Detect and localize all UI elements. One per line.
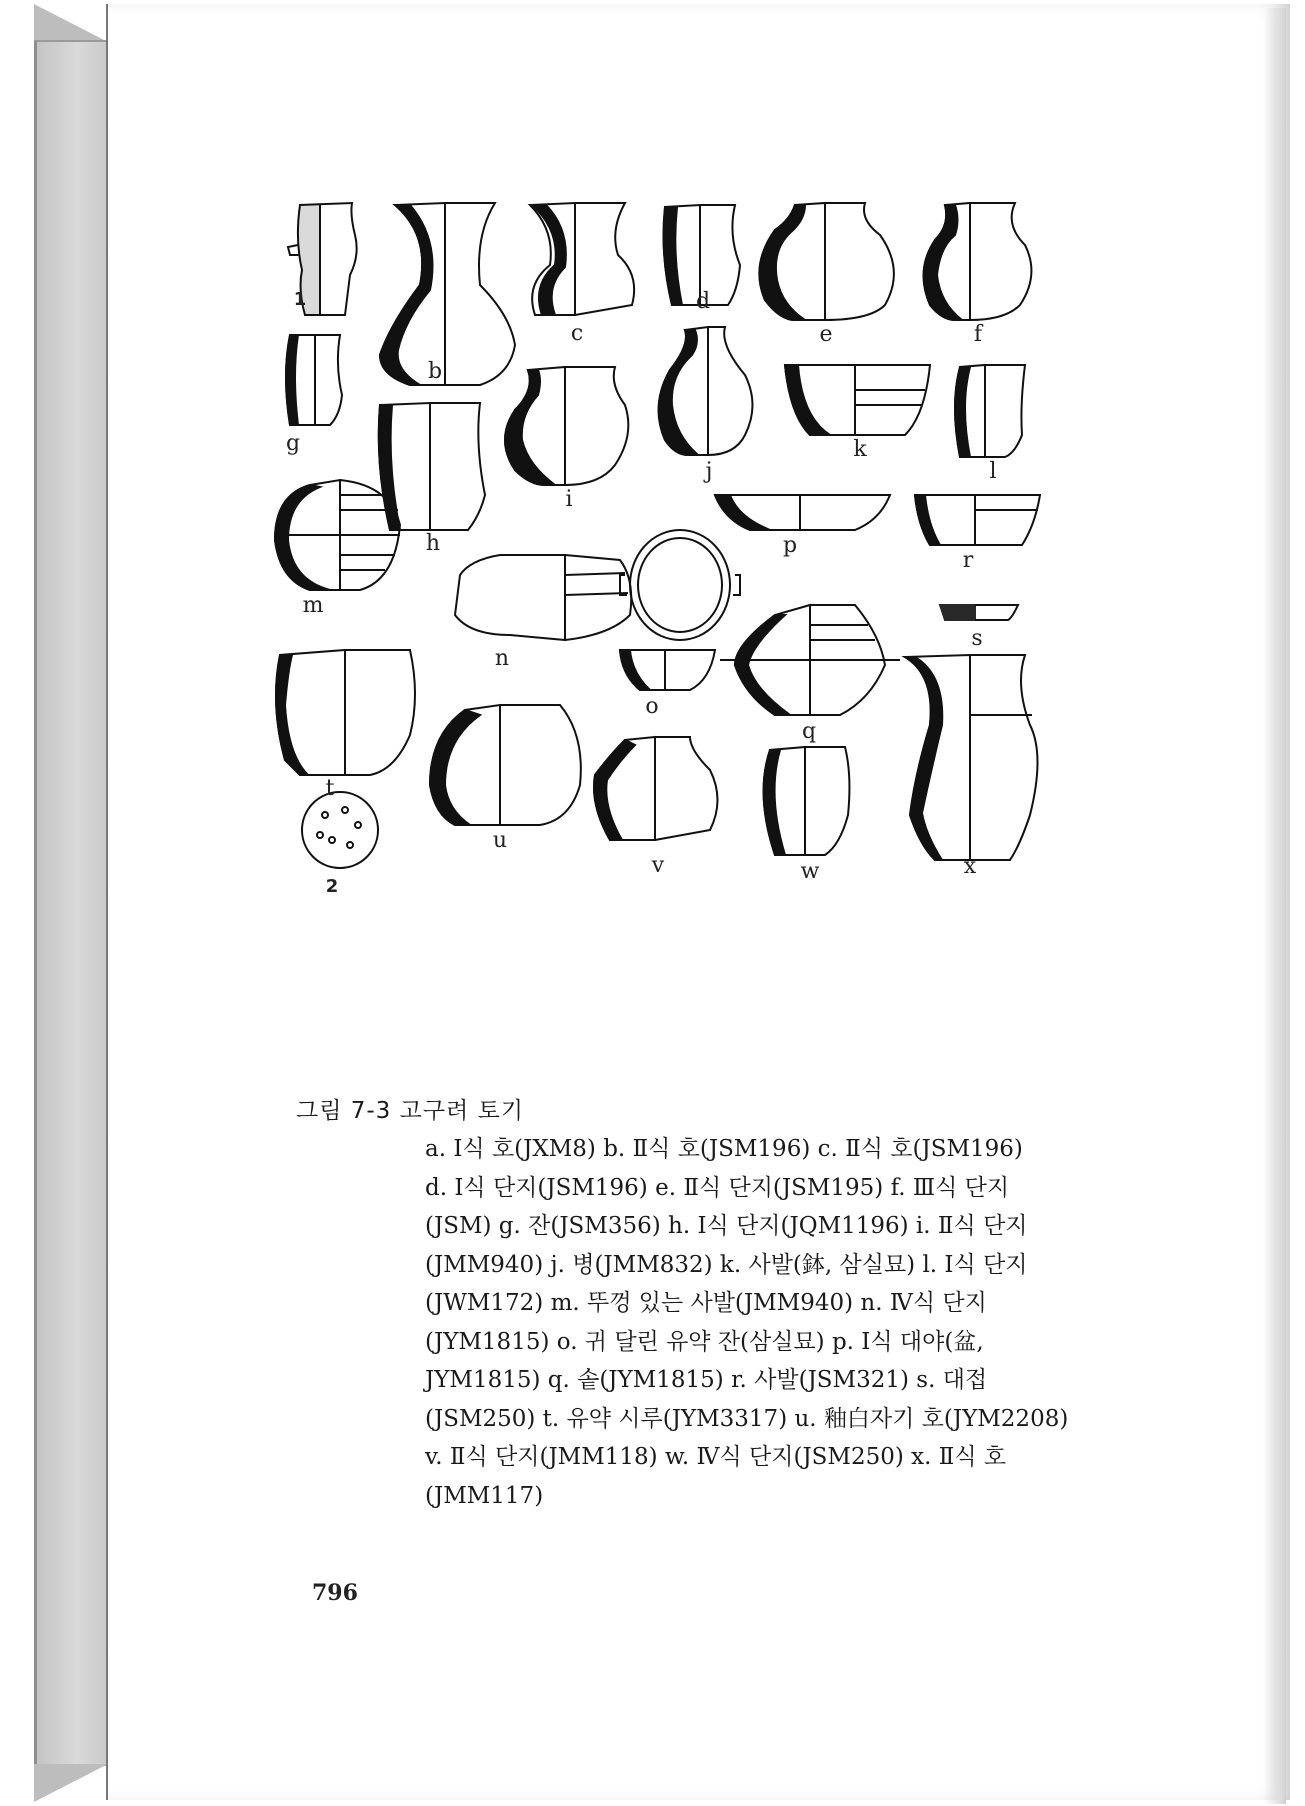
vessel-e [759,203,894,320]
label-g: g [285,431,301,456]
caption-line: (JSM250) t. 유약 시루(JYM3317) u. 釉白자기 호(JYM2208) [425,1405,1069,1432]
vessel-f [924,203,1032,320]
label-t: t [325,776,335,801]
label-w: w [800,859,820,884]
caption-line: JYM1815) q. 솥(JYM1815) r. 사발(JSM321) s. 대접 [425,1367,988,1393]
vessel-b [380,203,515,385]
caption-line: (JSM) g. 잔(JSM356) h. Ⅰ식 단지(JQM1196) i. Ⅱ식 단지 [425,1213,1028,1239]
vessel-i [505,367,628,485]
label-n: n [494,646,510,671]
vessel-r [915,495,1040,545]
label-j: j [705,459,713,484]
vessel-x [905,655,1038,860]
page-edge-shadow [1264,8,1286,1804]
label-p: p [782,533,798,558]
pottery-drawings [270,195,1190,1035]
vessel-m [275,480,400,590]
vessel-s [940,605,1018,620]
caption-title: 그림 7-3 고구려 토기 [296,1098,525,1124]
vessel-o [620,530,740,690]
label-m: m [302,593,324,618]
label-x: x [963,854,977,879]
vessel-g [286,335,342,425]
caption-line: d. Ⅰ식 단지(JSM196) e. Ⅱ식 단지(JSM195) f. Ⅲ식 단지 [425,1174,1010,1201]
label-e: e [819,322,833,347]
label-v: v [651,853,665,878]
vessel-p [715,495,890,530]
vessel-j [659,327,753,455]
label-2: 2 [325,876,339,897]
label-u: u [492,828,508,853]
book-spine-bottom [34,1764,108,1802]
vessel-q [720,605,900,715]
page-number: 796 [312,1580,358,1606]
label-f: f [973,322,983,347]
caption-line: (JMM117) [425,1482,544,1509]
label-k: k [853,437,867,462]
vessel-k [785,365,930,435]
label-o: o [645,694,659,719]
label-d: d [695,289,711,314]
label-b: b [427,359,443,384]
vessel-c [530,203,634,315]
label-q: q [801,719,817,744]
label-l: l [989,459,997,484]
label-h: h [425,531,441,556]
label-c: c [570,321,584,346]
pottery-figure [270,195,1190,1035]
caption-line: a. Ⅰ식 호(JXM8) b. Ⅱ식 호(JSM196) c. Ⅱ식 호(JSM196) [425,1136,1023,1162]
caption-line: (JWM172) m. 뚜껑 있는 사발(JMM940) n. Ⅳ식 단지 [425,1290,987,1316]
vessel-v [594,737,718,840]
label-1: 1 [293,289,307,310]
caption-line: (JMM940) j. 병(JMM832) k. 사발(鉢, 삼실묘) l. Ⅰ식 단지 [425,1251,1028,1278]
vessel-l [955,365,1025,457]
caption-line: v. Ⅱ식 단지(JMM118) w. Ⅳ식 단지(JSM250) x. Ⅱ식 호 [425,1444,1007,1470]
vessel-u [430,705,581,825]
book-spine-top [34,4,108,42]
caption-body [425,1130,1155,1515]
label-i: i [565,487,573,512]
caption-line: (JYM1815) o. 귀 달린 유약 잔(삼실묘) p. Ⅰ식 대야(盆, [425,1328,984,1355]
vessel-n [455,555,631,640]
label-r: r [962,548,974,573]
vessel-w [764,747,850,855]
book-spine [34,40,109,1766]
label-s: s [971,626,983,651]
vessel-t [276,650,415,868]
